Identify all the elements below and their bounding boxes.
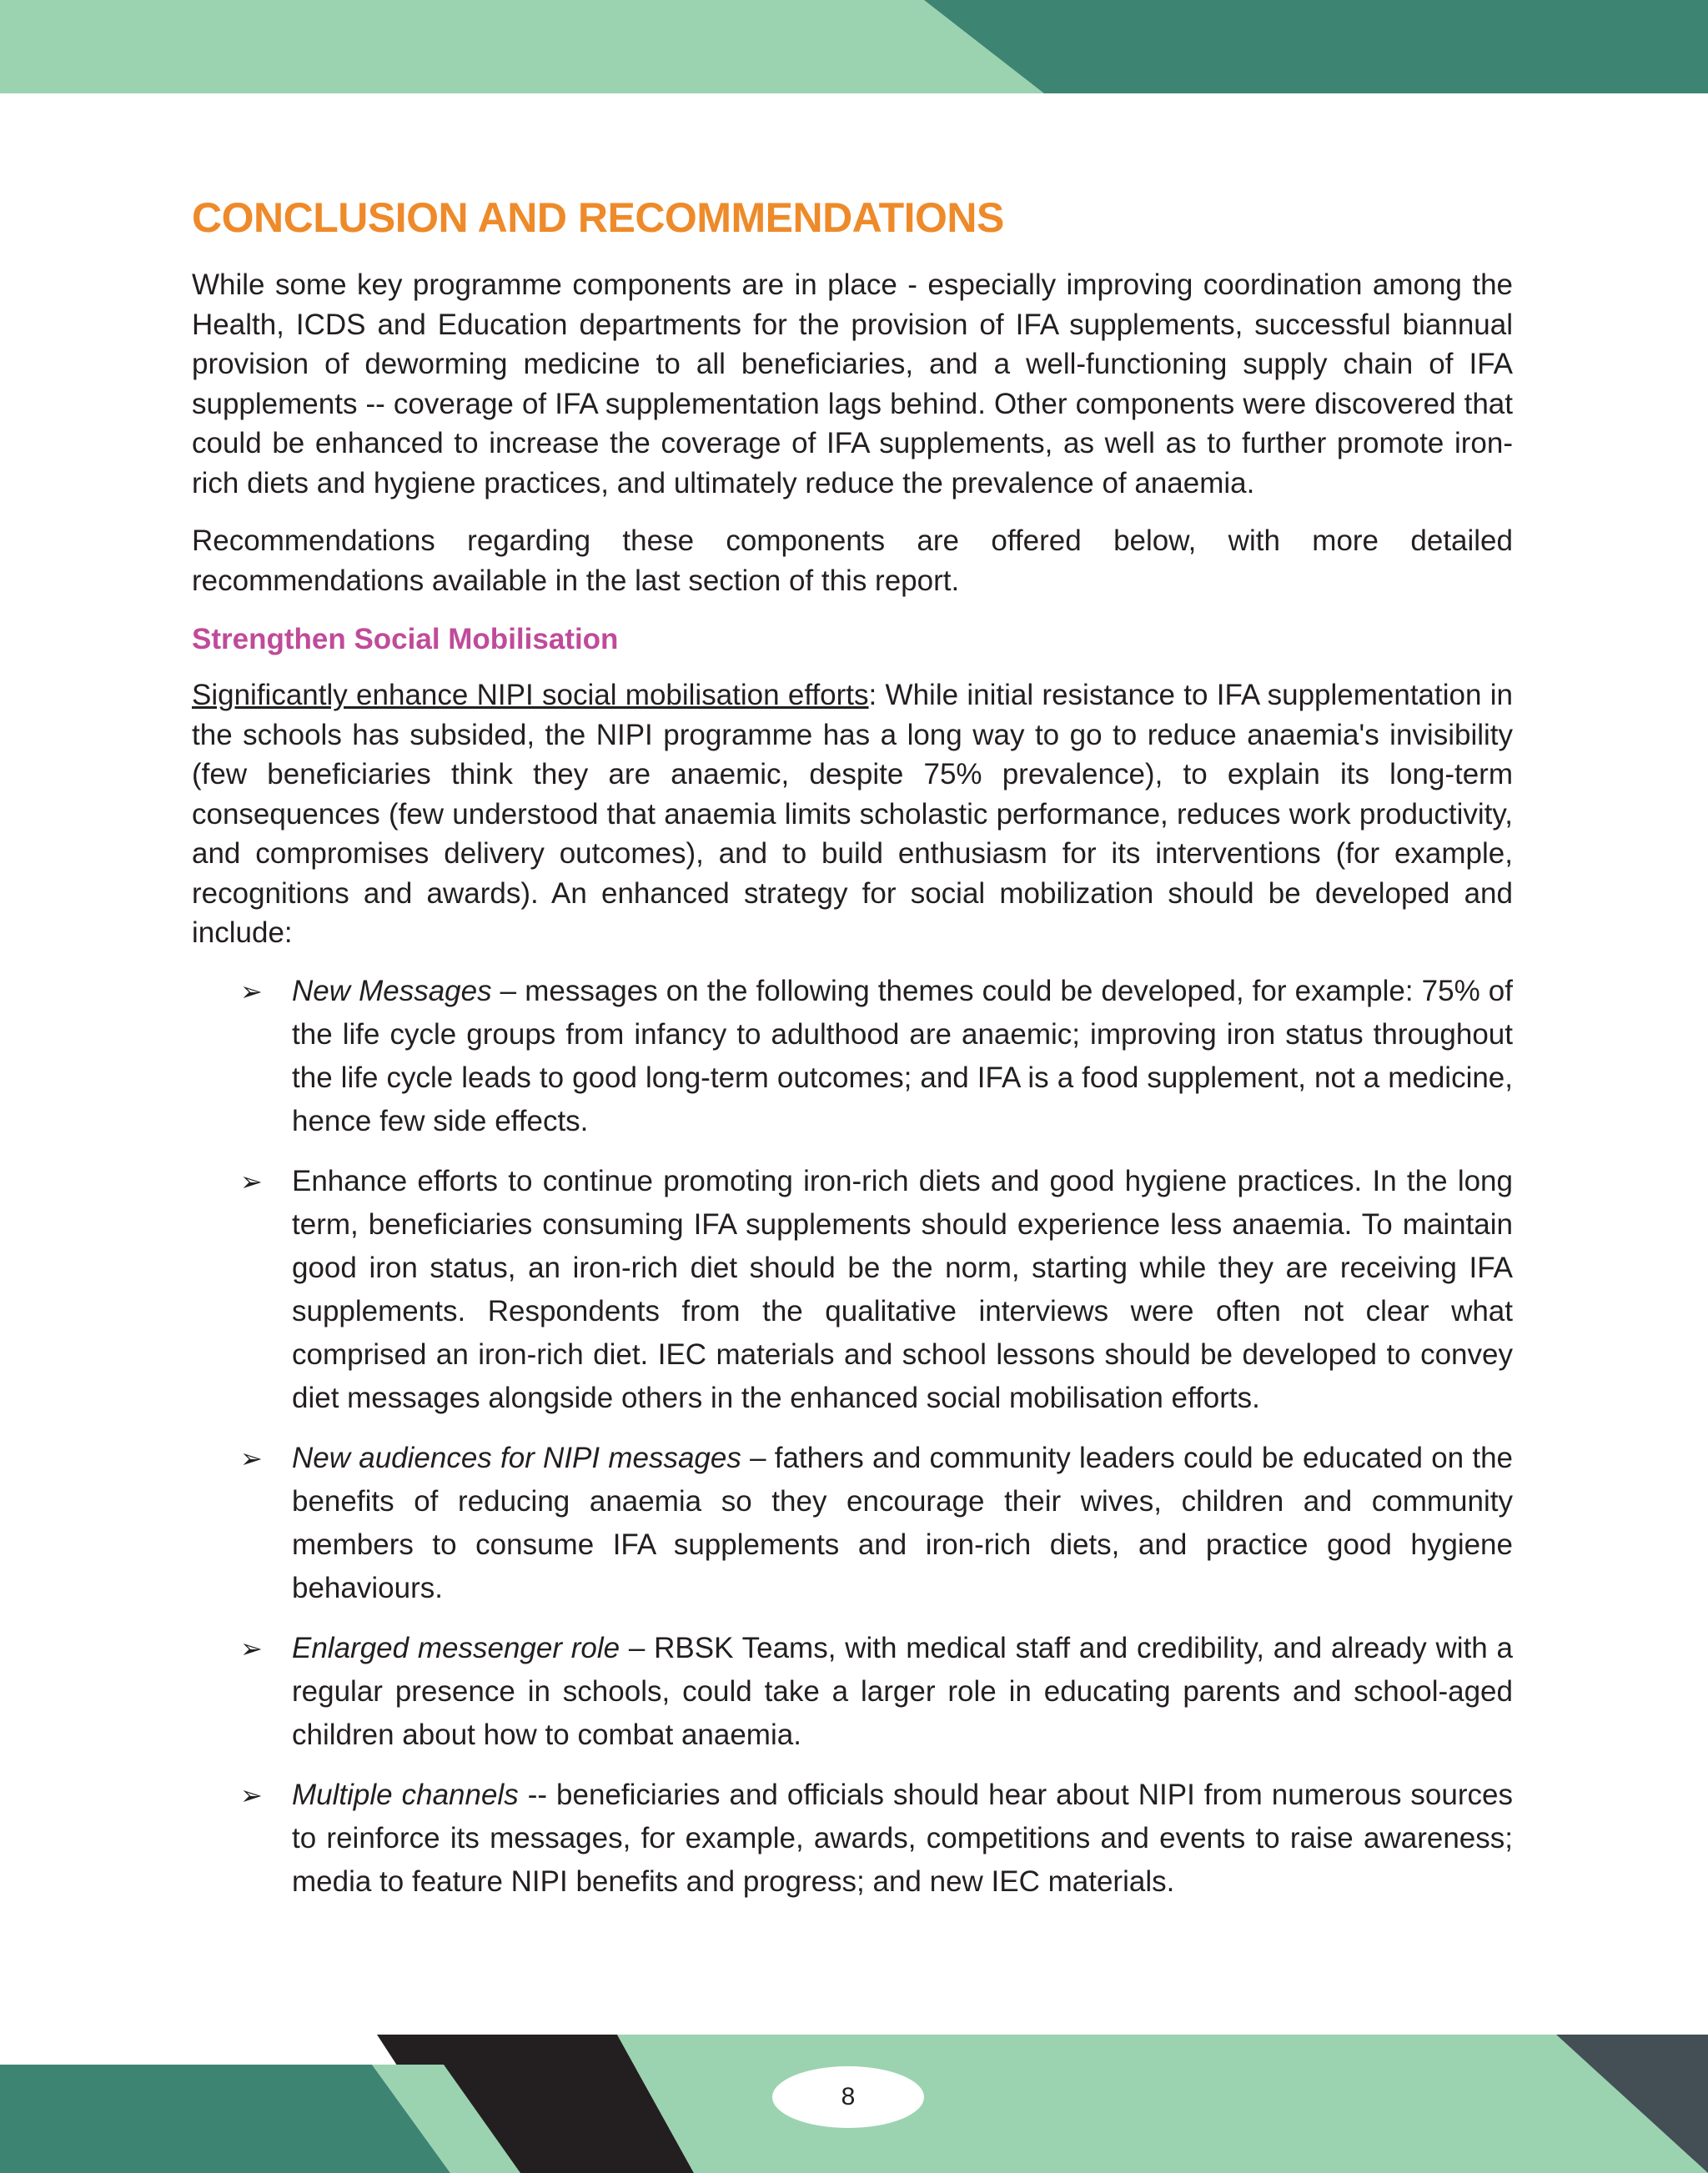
list-item-lead: New Messages: [292, 974, 492, 1007]
recommendations-paragraph: Recommendations regarding these components are offered below, with more detailed recommendations available in the last section of this report.: [192, 524, 1513, 597]
list-item-lead: New audiences for NIPI messages: [292, 1441, 741, 1474]
page-number: 8: [772, 2066, 924, 2128]
top-band-teal: [924, 0, 1708, 93]
page-content: [192, 188, 1513, 1920]
social-mobilisation-lead: Significantly enhance NIPI social mobilisation efforts: [192, 679, 869, 711]
list-item-lead: Multiple channels: [292, 1778, 519, 1811]
list-item-text: – messages on the following themes could be developed, for example: 75% of the life cycle groups from infancy to adulthood are anaemic; improving iron status throughout the life cycle leads to good long-term outcomes; and IFA is a food supplement, not a medicine, hence few side effects.: [292, 974, 1513, 1137]
list-item: [240, 1160, 1513, 1420]
intro-paragraph: While some key programme components are in place - especially improving coordination among the Health, ICDS and Education departments for the provision of IFA supplements, successful biannual provision of deworming medicine to all beneficiaries, and a well-functioning supply chain of IFA supplements -- coverage of IFA supplementation lags behind. Other components were discovered that could be enhanced to increase the coverage of IFA supplements, as well as to further promote iron-rich diets and hygiene practices, and ultimately reduce the prevalence of anaemia.: [192, 268, 1513, 499]
arrow-bullet-icon: ➢: [240, 1779, 263, 1811]
arrow-bullet-icon: ➢: [240, 975, 263, 1007]
list-item: [240, 1437, 1513, 1610]
arrow-bullet-icon: ➢: [240, 1165, 263, 1197]
list-item-lead: Enlarged messenger role: [292, 1631, 620, 1664]
page-title: CONCLUSION AND RECOMMENDATIONS: [192, 194, 1004, 241]
list-item-text: – fathers and community leaders could be educated on the benefits of reducing anaemia so they encourage their wives, children and community members to consume IFA supplements and iron-rich diets, and practice good hygiene behaviours.: [292, 1441, 1513, 1604]
recommendation-list: [192, 970, 1513, 1904]
list-item-text: – RBSK Teams, with medical staff and credibility, and already with a regular presence in schools, could take a larger role in educating parents and school-aged children about how to combat anaemia.: [292, 1631, 1513, 1751]
social-mobilisation-paragraph: [192, 675, 1513, 953]
bottom-band-teal-left: [0, 2065, 450, 2173]
section-subheading: Strengthen Social Mobilisation: [192, 623, 619, 655]
list-item: [240, 970, 1513, 1143]
top-decorative-band: [0, 0, 1708, 93]
arrow-bullet-icon: ➢: [240, 1632, 263, 1664]
list-item-text: Enhance efforts to continue promoting iron-rich diets and good hygiene practices. In the long term, beneficiaries consuming IFA supplements should experience less anaemia. To maintain good iron status, an iron-rich diet should be the norm, starting while they are receiving IFA supplements. Respondents from the qualitative interviews were often not clear what comprised an iron-rich diet. IEC materials and school lessons should be developed to convey diet messages alongside others in the enhanced social mobilisation efforts.: [292, 1164, 1513, 1414]
list-item-text: -- beneficiaries and officials should hear about NIPI from numerous sources to reinforce its messages, for example, awards, competitions and events to raise awareness; media to feature NIPI benefits and progress; and new IEC materials.: [292, 1778, 1513, 1898]
arrow-bullet-icon: ➢: [240, 1442, 263, 1474]
list-item: [240, 1627, 1513, 1757]
list-item: [240, 1774, 1513, 1904]
social-mobilisation-text: : While initial resistance to IFA supplementation in the schools has subsided, the NIPI programme has a long way to go to reduce anaemia's invisibility (few beneficiaries think they are anaemic, despite 75% prevalence), to explain its long-term consequences (few understood that anaemia limits scholastic performance, reduces work productivity, and compromises delivery outcomes), and to build enthusiasm for its interventions (for example, recognitions and awards). An enhanced strategy for social mobilization should be developed and include:: [192, 679, 1513, 949]
